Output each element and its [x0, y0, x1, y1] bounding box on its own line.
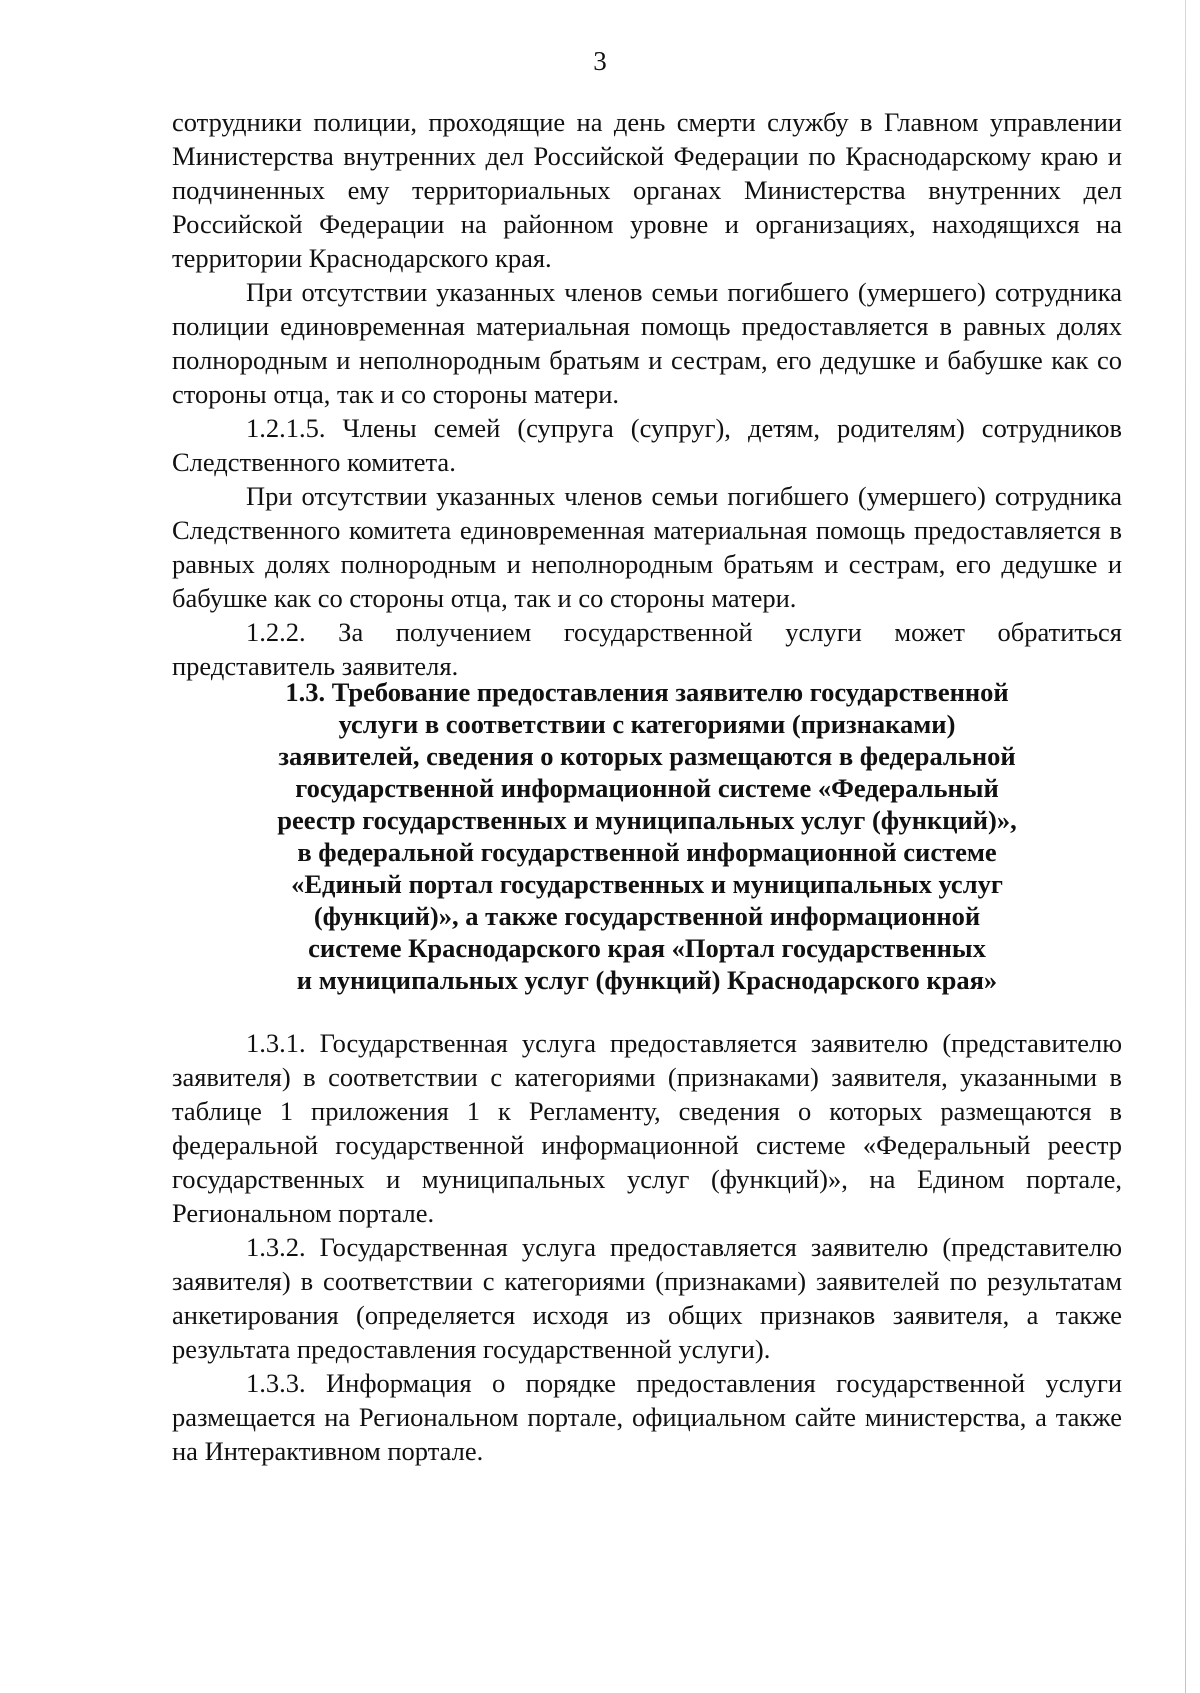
paragraph: 1.3.2. Государственная услуга предоставляется заявителю (представителю заявителя) в соответствии с категориями (признаками) заявителей по результатам анкетирования (определяется исходя из общих признаков заявителя, а также результата предоставления государственной услуги). [172, 1232, 1122, 1364]
paragraph: 1.2.1.5. Члены семей (супруга (супруг), детям, родителям) сотрудников Следственного комитета. [172, 413, 1122, 477]
heading-line: «Единый портал государственных и муниципальных услуг [291, 869, 1003, 899]
scan-edge-line [1185, 0, 1186, 1693]
section-heading [172, 676, 1122, 996]
heading-line: и муниципальных услуг (функций) Краснодарского края» [296, 965, 998, 995]
heading-line: в федеральной государственной информационной системе [297, 837, 997, 867]
paragraph-continuation: сотрудники полиции, проходящие на день смерти службу в Главном управлении Министерства внутренних дел Российской Федерации по Краснодарскому краю и подчиненных ему территориальных органах Министерства внутренних дел Российской Федерации на районном уровне и организациях, находящихся на территории Краснодарского края. [172, 107, 1122, 273]
page-number: 3 [593, 46, 607, 76]
paragraph: При отсутствии указанных членов семьи погибшего (умершего) сотрудника Следственного комитета единовременная материальная помощь предоставляется в равных долях полнородным и неполнородным братьям и сестрам, его дедушке и бабушке как со стороны отца, так и со стороны матери. [172, 481, 1122, 613]
heading-line: 1.3. Требование предоставления заявителю государственной [285, 677, 1009, 707]
paragraph: При отсутствии указанных членов семьи погибшего (умершего) сотрудника полиции единовременная материальная помощь предоставляется в равных долях полнородным и неполнородным братьям и сестрам, его дедушке и бабушке как со стороны отца, так и со стороны матери. [172, 277, 1122, 409]
heading-line: (функций)», а также государственной информационной [313, 901, 981, 931]
body-text-top [172, 105, 1122, 683]
heading-line: услуги в соответствии с категориями (признаками) [338, 709, 956, 739]
body-text-bottom [172, 1026, 1122, 1468]
paragraph: 1.3.1. Государственная услуга предоставляется заявителю (представителю заявителя) в соответствии с категориями (признаками) заявителя, указанными в таблице 1 приложения 1 к Регламенту, сведения о которых размещаются в федеральной государственной информационной системе «Федеральный реестр государственных и муниципальных услуг (функций)», на Едином портале, Региональном портале. [172, 1028, 1122, 1228]
paragraph: 1.2.2. За получением государственной услуги может обратиться представитель заявителя. [172, 617, 1122, 681]
heading-line: системе Краснодарского края «Портал государственных [308, 933, 986, 963]
heading-line: реестр государственных и муниципальных услуг (функций)», [277, 805, 1017, 835]
heading-line: государственной информационной системе «Федеральный [295, 773, 999, 803]
paragraph: 1.3.3. Информация о порядке предоставления государственной услуги размещается на Региональном портале, официальном сайте министерства, а также на Интерактивном портале. [172, 1368, 1122, 1466]
heading-line: заявителей, сведения о которых размещаются в федеральной [278, 741, 1016, 771]
